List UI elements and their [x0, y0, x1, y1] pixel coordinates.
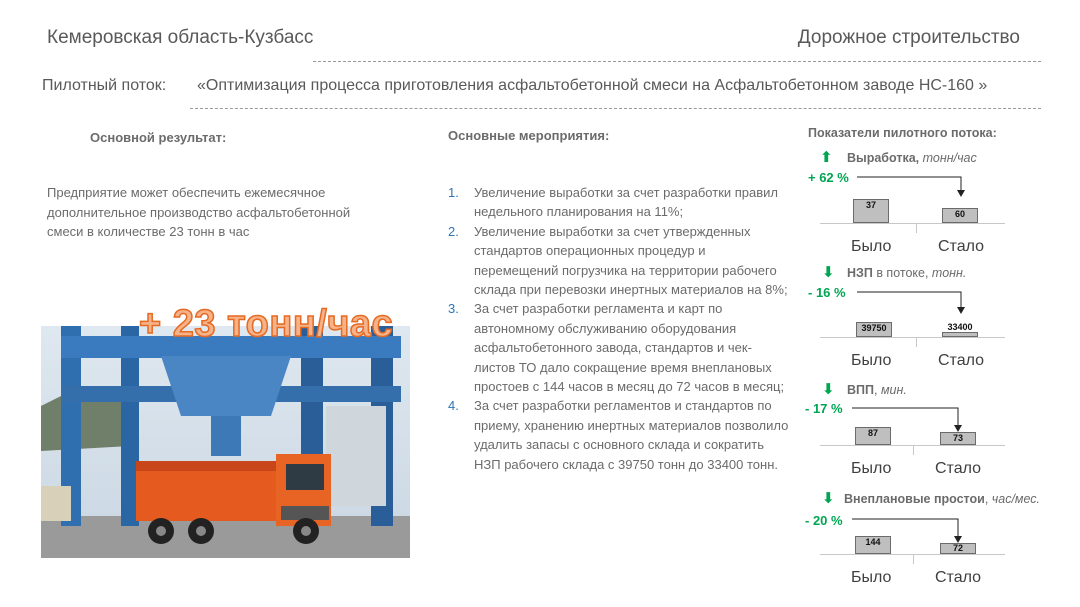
bar-after: 72 [940, 543, 976, 554]
list-item: 2. Увеличение выработки за счет утвержденных стандартов операционных процедур и перемещений погрузчика на территории рабочего склада при перевозки инертных материалов на 8%; [448, 223, 788, 298]
actions-heading: Основные мероприятия: [448, 128, 610, 143]
kpi-change: - 17 % [805, 401, 843, 416]
arrow-down-icon: ⬇ [822, 381, 835, 398]
pilot-title: «Оптимизация процесса приготовления асфальтобетонной смеси на Асфальтобетонном заводе НС-160 » [197, 77, 988, 94]
region-title: Кемеровская область-Кузбасс [47, 27, 314, 48]
arrow-up-icon: ⬆ [820, 149, 833, 166]
bar-before: 37 [853, 199, 889, 223]
label-before: Было [851, 352, 892, 369]
label-before: Было [851, 460, 892, 477]
kpi-name: Внеплановые простои, час/мес. [844, 492, 1041, 506]
kpi-change: + 62 % [808, 170, 849, 185]
bar-after-label: 33400 [947, 322, 973, 332]
kpi-heading: Показатели пилотного потока: [808, 126, 997, 140]
bar-before: 39750 [856, 322, 892, 337]
divider-top [313, 61, 1041, 62]
label-after: Стало [938, 238, 985, 255]
industry-title: Дорожное строительство [797, 27, 1020, 48]
list-item: 4. За счет разработки регламентов и стандартов по приему, хранению инертных материалов позволило удалить запасы с основного склада и сократить НЗП рабочего склада с 39750 тонн до 33400 тонн. [448, 398, 789, 472]
kpi-name: Выработка, тонн/час [847, 151, 977, 165]
label-before: Было [851, 569, 892, 586]
list-item: 1. Увеличение выработки за счет разработки правил недельного планирования на 11%; [448, 185, 779, 220]
actions-list [448, 183, 793, 474]
arrow-down-icon: ⬇ [822, 264, 835, 281]
kpi-connector [855, 285, 975, 317]
kpi-change: - 16 % [808, 285, 846, 300]
result-highlight: + 23 тонн/час [139, 303, 394, 345]
result-text: Предприятие может обеспечить ежемесячное дополнительное производство асфальтобетонной смеси в количестве 23 тонн в час [47, 185, 351, 239]
pilot-label: Пилотный поток: [42, 77, 167, 94]
result-heading: Основной результат: [90, 130, 227, 145]
arrow-down-icon: ⬇ [822, 490, 835, 507]
bar-before: 87 [855, 427, 891, 445]
bar-after: 60 [942, 208, 978, 223]
divider-bottom [190, 108, 1041, 109]
label-after: Стало [938, 352, 985, 369]
kpi-change: - 20 % [805, 513, 843, 528]
list-item: 3. За счет разработки регламента и карт по автономному обслуживанию оборудования асфальтобетонного завода, стандартов и чек-листов ТО дало сокращение время внеплановых простоев с 144 часов в месяц до 72 часов в месяц; [448, 301, 785, 395]
kpi-name: НЗП в потоке, тонн. [847, 266, 967, 280]
label-after: Стало [935, 460, 982, 477]
label-after: Стало [935, 569, 982, 586]
bar-after: 73 [940, 432, 976, 445]
kpi-name: ВПП, мин. [847, 383, 907, 397]
label-before: Было [851, 238, 892, 255]
kpi-connector [855, 170, 975, 200]
bar-before: 144 [855, 536, 891, 554]
asphalt-plant-photo [41, 326, 410, 558]
